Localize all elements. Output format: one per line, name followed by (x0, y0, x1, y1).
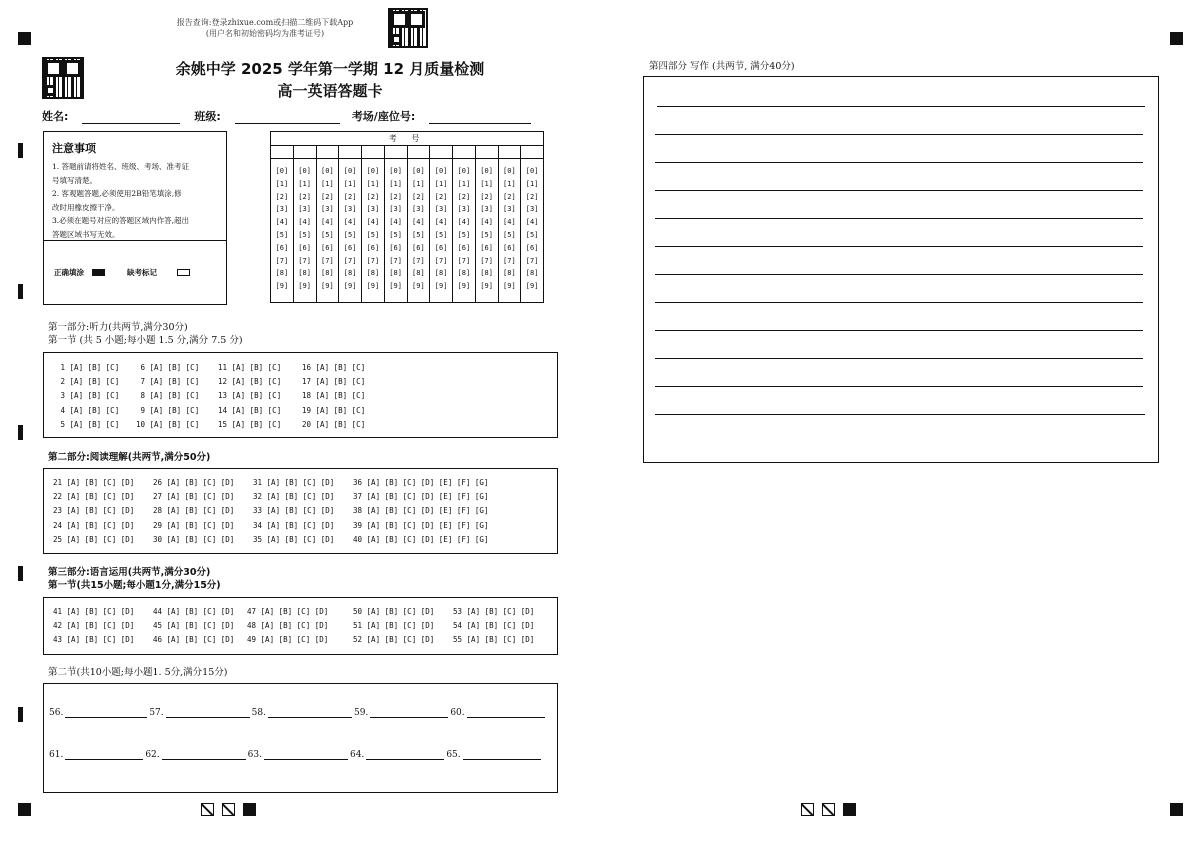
writing-line[interactable] (655, 386, 1143, 387)
report-query-line1: 报告查询:登录zhixue.com或扫描二维码下载App (176, 18, 354, 27)
blank-number: 61. (49, 750, 64, 760)
answer-column[interactable]: 41 [A] [B] [C] [D] 42 [A] [B] [C] [D] 43 [A] [B] [C] [D] (53, 607, 135, 645)
exam-digit-column[interactable]: [0] [1] [2] [3] [4] [5] [6] [7] [8] [9] (271, 159, 294, 303)
blank-number: 58. (251, 708, 266, 718)
blank-number: 62. (145, 750, 160, 760)
report-query-note (150, 17, 380, 39)
answer-column[interactable]: 53 [A] [B] [C] [D] 54 [A] [B] [C] [D] 55 [A] [B] [C] [D] (453, 607, 535, 645)
exam-digit-column[interactable]: [0] [1] [2] [3] [4] [5] [6] [7] [8] [9] (316, 159, 339, 303)
exam-digit-box[interactable] (498, 146, 521, 159)
part2-title: 第二部分:阅读理解(共两节,满分50分) (48, 452, 211, 463)
writing-line[interactable] (655, 358, 1143, 359)
blank-item[interactable] (248, 750, 350, 760)
student-qr-code (42, 57, 84, 99)
blank-item[interactable] (354, 708, 450, 718)
blank-item[interactable] (149, 708, 251, 718)
notice-line: 3.必须在题号对应的答题区域内作答,超出 (52, 216, 190, 225)
blank-line[interactable] (268, 708, 352, 718)
page-title (130, 58, 530, 101)
blank-line[interactable] (65, 708, 147, 718)
exam-digit-box[interactable] (475, 146, 498, 159)
timing-mark-left-4 (18, 566, 23, 581)
notice-divider (44, 240, 226, 241)
exam-digit-box[interactable] (521, 146, 544, 159)
seat-label: 考场/座位号: (351, 110, 416, 123)
answer-column[interactable]: 1 [A] [B] [C] 2 [A] [B] [C] 3 [A] [B] [C] 4 [A] [B] [C] 5 [A] [B] [C] (60, 363, 120, 429)
notice-line: 号填写清楚。 (52, 175, 97, 185)
timing-mark-bottom-right (1170, 803, 1183, 816)
answer-column[interactable]: 16 [A] [B] [C] 17 [A] [B] [C] 18 [A] [B] [C] 19 [A] [B] [C] 20 [A] [B] [C] (302, 363, 366, 429)
part3-section2-title: 第二节(共10小题;每小题1. 5分,满分15分) (48, 667, 228, 678)
exam-digit-box[interactable] (339, 146, 362, 159)
part3-blank-box (43, 683, 558, 793)
blank-row-1 (49, 708, 547, 718)
blank-number: 63. (247, 750, 262, 760)
absent-label: 缺考标记 (127, 268, 157, 277)
notice-line: 答题区域书写无效。 (52, 229, 120, 239)
answer-column[interactable]: 50 [A] [B] [C] [D] 51 [A] [B] [C] [D] 52 [A] [B] [C] [D] (353, 607, 435, 645)
exam-digit-box[interactable] (362, 146, 385, 159)
student-info-row (42, 108, 562, 124)
writing-line[interactable] (655, 246, 1143, 247)
timing-mark-left-1 (18, 143, 23, 158)
blank-number: 59. (353, 708, 369, 718)
exam-number-grid (270, 131, 544, 303)
exam-digit-column[interactable]: [0] [1] [2] [3] [4] [5] [6] [7] [8] [9] (430, 159, 453, 303)
notice-line: 改时用橡皮擦干净。 (52, 202, 120, 212)
exam-digit-column[interactable]: [0] [1] [2] [3] [4] [5] [6] [7] [8] [9] (339, 159, 362, 303)
notice-box (43, 131, 227, 305)
page-marker-slash (222, 803, 235, 816)
writing-line[interactable] (657, 106, 1145, 107)
page-marker-filled (843, 803, 856, 816)
blank-number: 64. (349, 750, 365, 760)
exam-digit-column[interactable]: [0] [1] [2] [3] [4] [5] [6] [7] [8] [9] (521, 159, 544, 303)
answer-column[interactable]: 31 [A] [B] [C] [D] 32 [A] [B] [C] [D] 33 [A] [B] [C] [D] 34 [A] [B] [C] [D] 35 [A] [B] [C] [D] (253, 478, 335, 544)
exam-digit-box[interactable] (293, 146, 316, 159)
exam-digit-box[interactable] (384, 146, 407, 159)
writing-line[interactable] (655, 134, 1143, 135)
correct-fill-sample (92, 269, 105, 276)
answer-column[interactable]: 26 [A] [B] [C] [D] 27 [A] [B] [C] [D] 28 [A] [B] [C] [D] 29 [A] [B] [C] [D] 30 [A] [B] [C] [D] (153, 478, 235, 544)
exam-digit-column[interactable]: [0] [1] [2] [3] [4] [5] [6] [7] [8] [9] (293, 159, 316, 303)
notice-title: 注意事项 (52, 142, 96, 155)
blank-item[interactable] (49, 708, 149, 718)
exam-digit-column[interactable]: [0] [1] [2] [3] [4] [5] [6] [7] [8] [9] (362, 159, 385, 303)
answer-column[interactable]: 36 [A] [B] [C] [D] [E] [F] [G] 37 [A] [B] [C] [D] [E] [F] [G] 38 [A] [B] [C] [D] [E] [F] [G] 39 [A] [B] [C] [D] [E] [F] [G] 40 [A] [B] [C] [D] [E] [F] [G] (353, 478, 489, 544)
part3-title: 第三部分:语言运用(共两节,满分30分) (48, 567, 211, 578)
blank-row-2 (49, 750, 543, 760)
writing-line[interactable] (655, 330, 1143, 331)
exam-digit-column[interactable]: [0] [1] [2] [3] [4] [5] [6] [7] [8] [9] (475, 159, 498, 303)
blank-item[interactable] (49, 750, 145, 760)
blank-item[interactable] (446, 750, 542, 760)
blank-line[interactable] (166, 708, 250, 718)
answer-column[interactable]: 21 [A] [B] [C] [D] 22 [A] [B] [C] [D] 23 [A] [B] [C] [D] 24 [A] [B] [C] [D] 25 [A] [B] [C] [D] (53, 478, 135, 544)
timing-mark-top-left (18, 32, 31, 45)
seat-field[interactable] (429, 112, 531, 124)
correct-fill-label: 正确填涂 (54, 268, 84, 277)
page-marker-slash (822, 803, 835, 816)
writing-line[interactable] (655, 274, 1143, 275)
notice-items (52, 160, 218, 241)
exam-digit-column[interactable]: [0] [1] [2] [3] [4] [5] [6] [7] [8] [9] (453, 159, 476, 303)
part2-answer-box (43, 468, 558, 554)
notice-line: 1. 答题前请将姓名、班级、考场、准考证 (52, 162, 190, 171)
exam-digit-column[interactable]: [0] [1] [2] [3] [4] [5] [6] [7] [8] [9] (384, 159, 407, 303)
blank-number: 60. (450, 708, 465, 718)
report-query-line2: (用户名和初始密码均为准考证号) (205, 29, 325, 38)
exam-digit-box[interactable] (453, 146, 476, 159)
answer-column[interactable]: 6 [A] [B] [C] 7 [A] [B] [C] 8 [A] [B] [C] 9 [A] [B] [C] 10 [A] [B] [C] (136, 363, 200, 429)
writing-line[interactable] (655, 302, 1143, 303)
timing-mark-top-right (1170, 32, 1183, 45)
blank-line[interactable] (463, 750, 541, 760)
part3-answer-box (43, 597, 558, 655)
blank-item[interactable] (252, 708, 354, 718)
blank-line[interactable] (162, 750, 246, 760)
writing-line[interactable] (655, 414, 1145, 415)
fill-legend (54, 267, 190, 278)
writing-line[interactable] (655, 162, 1143, 163)
page-marker-slash (801, 803, 814, 816)
page-marker-slash (201, 803, 214, 816)
part1-answer-box (43, 352, 558, 438)
answer-column[interactable]: 11 [A] [B] [C] 12 [A] [B] [C] 13 [A] [B] [C] 14 [A] [B] [C] 15 [A] [B] [C] (218, 363, 282, 429)
absent-mark-box[interactable] (177, 269, 190, 276)
blank-line[interactable] (370, 708, 448, 718)
timing-mark-bottom-left (18, 803, 31, 816)
blank-number: 56. (49, 708, 64, 718)
part4-title: 第四部分 写作 (共两节, 满分40分) (649, 61, 795, 72)
timing-mark-left-2 (18, 284, 23, 299)
writing-line[interactable] (655, 190, 1143, 191)
exam-digit-box[interactable] (430, 146, 453, 159)
notice-line: 2. 客观题答题,必须使用2B铅笔填涂,修 (52, 189, 182, 198)
blank-item[interactable] (350, 750, 446, 760)
timing-mark-left-5 (18, 707, 23, 722)
answer-column[interactable]: 44 [A] [B] [C] [D] 45 [A] [B] [C] [D] 46 [A] [B] [C] [D] (153, 607, 235, 645)
timing-mark-left-3 (18, 425, 23, 440)
blank-item[interactable] (450, 708, 546, 718)
exam-number-header: 考 号 (271, 132, 544, 146)
blank-line[interactable] (65, 750, 143, 760)
title-line1: 余姚中学 2025 学年第一学期 12 月质量检测 (175, 60, 485, 78)
blank-line[interactable] (264, 750, 348, 760)
exam-digit-box[interactable] (271, 146, 294, 159)
name-field[interactable] (82, 112, 180, 124)
blank-number: 57. (149, 708, 164, 718)
answer-column[interactable]: 47 [A] [B] [C] [D] 48 [A] [B] [C] [D] 49 [A] [B] [C] [D] (247, 607, 329, 645)
part3-subtitle: 第一节(共15小题;每小题1分,满分15分) (48, 580, 221, 591)
blank-item[interactable] (145, 750, 247, 760)
exam-digit-column[interactable]: [0] [1] [2] [3] [4] [5] [6] [7] [8] [9] (407, 159, 430, 303)
part1-title: 第一部分:听力(共两节,满分30分) (48, 322, 188, 333)
blank-line[interactable] (366, 750, 444, 760)
page-marker-filled (243, 803, 256, 816)
class-label: 班级: (194, 110, 221, 123)
title-line2: 高一英语答题卡 (277, 82, 383, 100)
exam-digit-column[interactable]: [0] [1] [2] [3] [4] [5] [6] [7] [8] [9] (498, 159, 521, 303)
exam-digit-box[interactable] (316, 146, 339, 159)
name-label: 姓名: (42, 110, 69, 123)
blank-number: 65. (446, 750, 461, 760)
exam-digit-box[interactable] (407, 146, 430, 159)
download-qr-code (388, 8, 428, 48)
class-field[interactable] (235, 112, 340, 124)
blank-line[interactable] (467, 708, 545, 718)
writing-line[interactable] (655, 218, 1143, 219)
part1-subtitle: 第一节 (共 5 小题;每小题 1.5 分,满分 7.5 分) (48, 335, 243, 346)
